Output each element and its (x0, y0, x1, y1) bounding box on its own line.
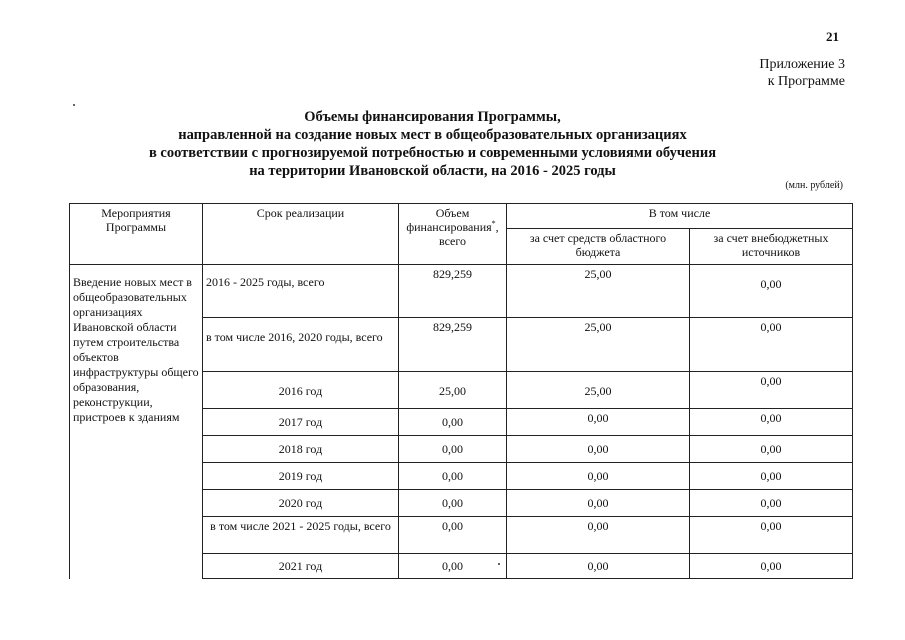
volume-cell: 0,00 (399, 409, 507, 436)
volume-cell: 0,00 (399, 463, 507, 490)
period-cell: в том числе 2021 - 2025 годы, всего (203, 517, 399, 554)
header-row-1 (70, 204, 853, 229)
units-note: (млн. рублей) (785, 180, 843, 191)
period-cell: в том числе 2016, 2020 годы, всего (203, 318, 399, 372)
volume-cell: 829,259 (399, 265, 507, 318)
header-volume-text: Объем финансирования (406, 206, 492, 234)
extra-cell: 0,00 (690, 372, 853, 409)
regional-cell: 0,00 (507, 463, 690, 490)
volume-cell: 0,00 (399, 436, 507, 463)
appendix-label (759, 56, 845, 90)
extra-cell: 0,00 (690, 409, 853, 436)
header-volume (399, 204, 507, 265)
header-extra: за счет внебюджетных источников (690, 229, 853, 265)
period-cell: 2019 год (203, 463, 399, 490)
period-cell: 2016 - 2025 годы, всего (203, 265, 399, 318)
extra-cell: 0,00 (690, 490, 853, 517)
regional-cell: 25,00 (507, 372, 690, 409)
period-cell: 2020 год (203, 490, 399, 517)
volume-cell: 0,00 (399, 517, 507, 554)
volume-cell: 829,259 (399, 318, 507, 372)
header-including: В том числе (507, 204, 853, 229)
header-regional: за счет средств областного бюджета (507, 229, 690, 265)
header-volume-suffix: , всего (438, 220, 499, 248)
table-row (70, 265, 853, 318)
regional-cell: 0,00 (507, 517, 690, 554)
extra-cell: 0,00 (690, 436, 853, 463)
document-title (0, 108, 905, 180)
volume-cell: 0,00 (399, 490, 507, 517)
financing-table (69, 203, 853, 579)
regional-cell: 0,00 (507, 409, 690, 436)
period-cell: 2018 год (203, 436, 399, 463)
extra-cell: 0,00 (690, 554, 853, 579)
regional-cell: 25,00 (507, 265, 690, 318)
period-cell: 2017 год (203, 409, 399, 436)
regional-cell: 25,00 (507, 318, 690, 372)
title-line-4: на территории Ивановской области, на 2016 - 2025 годы (249, 163, 616, 179)
volume-cell: 0,00 (399, 554, 507, 579)
extra-cell: 0,00 (690, 517, 853, 554)
title-line-3: в соответствии с прогнозируемой потребностью и современными условиями обучения (148, 145, 717, 161)
extra-cell: 0,00 (690, 265, 853, 318)
footnote-mark: * (491, 219, 496, 228)
appendix-line-2: к Программе (767, 74, 845, 89)
volume-cell: 25,00 (399, 372, 507, 409)
period-cell: 2021 год (203, 554, 399, 579)
regional-cell: 0,00 (507, 490, 690, 517)
extra-cell: 0,00 (690, 318, 853, 372)
page-number: 21 (826, 29, 839, 44)
extra-cell: 0,00 (690, 463, 853, 490)
measure-cell: Введение новых мест в общеобразовательных организациях Ивановской области путем строительства объектов инфраструктуры общего образования, реконструкции, пристроев к зданиям (70, 265, 203, 579)
appendix-line-1: Приложение 3 (759, 57, 845, 72)
regional-cell: 0,00 (507, 554, 690, 579)
regional-cell: 0,00 (507, 436, 690, 463)
header-measures: Мероприятия Программы (70, 204, 203, 265)
title-line-2: направленной на создание новых мест в общеобразовательных организациях (178, 127, 687, 143)
header-period: Срок реализации (203, 204, 399, 265)
period-cell: 2016 год (203, 372, 399, 409)
title-line-1: Объемы финансирования Программы, (304, 109, 561, 125)
scan-speck (498, 563, 500, 565)
scan-speck (73, 104, 75, 106)
